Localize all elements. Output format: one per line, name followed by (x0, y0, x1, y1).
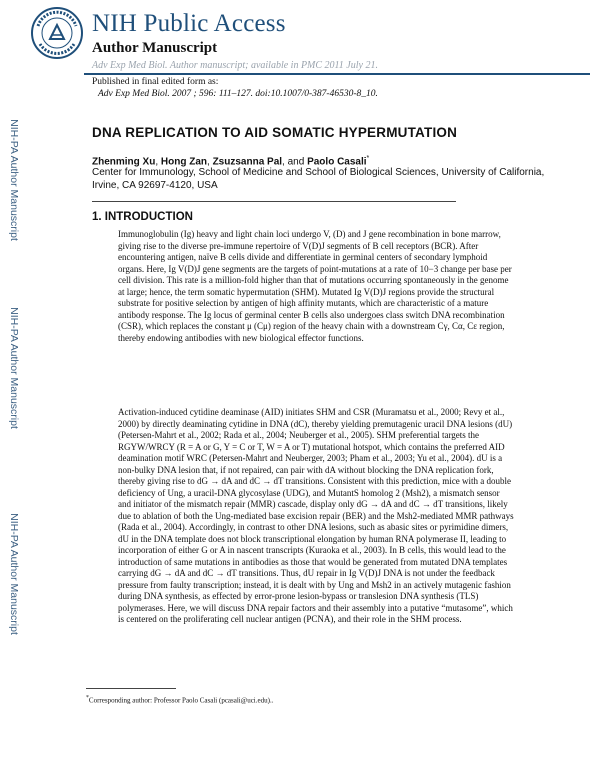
citation: Adv Exp Med Biol. 2007 ; 596: 111–127. doi:10.1007/0-387-46530-8_10. (98, 89, 378, 99)
side-label-1: NIH-PA Author Manuscript (8, 119, 20, 241)
author-list: Zhenming Xu, Hong Zan, Zsuzsanna Pal, and Paolo Casali* (92, 155, 370, 168)
section-heading: 1. INTRODUCTION (92, 211, 193, 223)
author-manuscript-label: Author Manuscript (92, 40, 218, 56)
nih-public-access-title: NIH Public Access (92, 10, 286, 37)
author-name: Zsuzsanna Pal (212, 156, 283, 168)
author-name: Hong Zan (160, 156, 208, 168)
nih-seal-logo (30, 6, 84, 60)
availability-note: Adv Exp Med Biol. Author manuscript; available in PMC 2011 July 21. (92, 60, 378, 71)
author-name: Zhenming Xu (92, 156, 156, 168)
publication-info (92, 76, 378, 100)
published-label: Published in final edited form as: (92, 77, 219, 87)
author-name: Paolo Casali (307, 156, 367, 168)
footnote-rule (86, 688, 176, 689)
footnote: *Corresponding author: Professor Paolo Casali (pcasali@uci.edu).. (86, 695, 274, 705)
paragraph-2: Activation-induced cytidine deaminase (AID) initiates SHM and CSR (Muramatsu et al., 2000; Revy et al., 2000) by directly deaminating cytidine in DNA (dC), thereby yielding premutagenic uracil DNA lesions (dU) (Petersen-Mahrt et al., 2002; Rada et al., 2004; Neuberger et al., 2005). SHM preferential targets the RGYW/WRCY (R = A or G, Y = C or T, W = A or T) mutational hotspot, which contains the preferred AID deamination motif WRC (Petersen-Mahrt and Neuberger, 2003; Pham et al., 2003; Yu et al., 2004). dU is a non-bulky DNA lesion that, if not repaired, can pair with dA without blocking the DNA replication fork, thereby giving rise to dG → dA and dC → dT transitions. Consistent with this prediction, mice with a double deficiency of Ung, a uracil-DNA glycosylase (UDG), and MutantS homolog 2 (Msh2), a mismatch sensor and initiator of the mismatch repair (MMR) cascade, display only dG → dA and dC → dT transitions, likely due to ablation of both the Ung-mediated base excision repair (BER) and the Msh2-mediated MMR pathways (Rada et al., 2004). Accordingly, in contrast to other DNA lesions, such as abasic sites or pyrimidine dimers, dU in the DNA template does not block transcriptional elongation by human RNA polymerase II, leading to incorporation of either G or A in nascent transcripts (Kuraoka et al., 2003). In B cells, this would lead to the introduction of same mutations in antibodies as those that would be generated from mutated DNA templates carrying dG → dA and dC → dT transitions. Thus, dU repair in Ig V(D)J DNA is not under the feedback pressure from faulty transcription; instead, it is dealt with by Ung and Msh2 in an actively mutagenic fashion during DNA synthesis, as effected by error-prone lesion-bypass or translesion DNA synthesis (TLS) polymerases. Here, we will discuss DNA repair factors and their assembly into a putative “mutasome”, which is centered on the proliferating cell nuclear antigen (PCNA), and their role in the SHM process. (118, 407, 514, 624)
article-title: DNA REPLICATION TO AID SOMATIC HYPERMUTATION (92, 125, 458, 140)
paragraph-1: Immunoglobulin (Ig) heavy and light chain loci undergo V, (D) and J gene recombination in bone marrow, giving rise to the diverse pre-immune repertoire of V(D)J segments of B cell receptors (BCR). After encountering antigen, naïve B cells divide and differentiate in germinal centers of secondary lymphoid organs. Here, Ig V(D)J gene segments are the targets of point-mutations at a rate of 10−3 change per base per cell division. This rate is a million-fold higher than that of mutations occurring spontaneously in the genome at large; hence, the term somatic hypermutation (SHM). Mutated Ig V(D)J regions provide the structural substrate for positive selection by antigen of high affinity mutants, which are characteristic of a mature antibody response. The Ig locus of germinal center B cells also undergoes class switch DNA recombination (CSR), which replaces the constant μ (Cμ) region of the heavy chain with a downstream Cγ, Cα, Cε region, thereby endowing antibodies with new biological effector functions. (118, 229, 512, 343)
affiliation: Center for Immunology, School of Medicine and School of Biological Sciences, University of California, Irvine, CA 92697-4120, USA (92, 167, 545, 191)
nih-header (30, 6, 590, 74)
side-label-2: NIH-PA Author Manuscript (8, 307, 20, 429)
side-label-3: NIH-PA Author Manuscript (8, 513, 20, 635)
header-rule (84, 73, 590, 75)
section-divider (92, 201, 456, 202)
